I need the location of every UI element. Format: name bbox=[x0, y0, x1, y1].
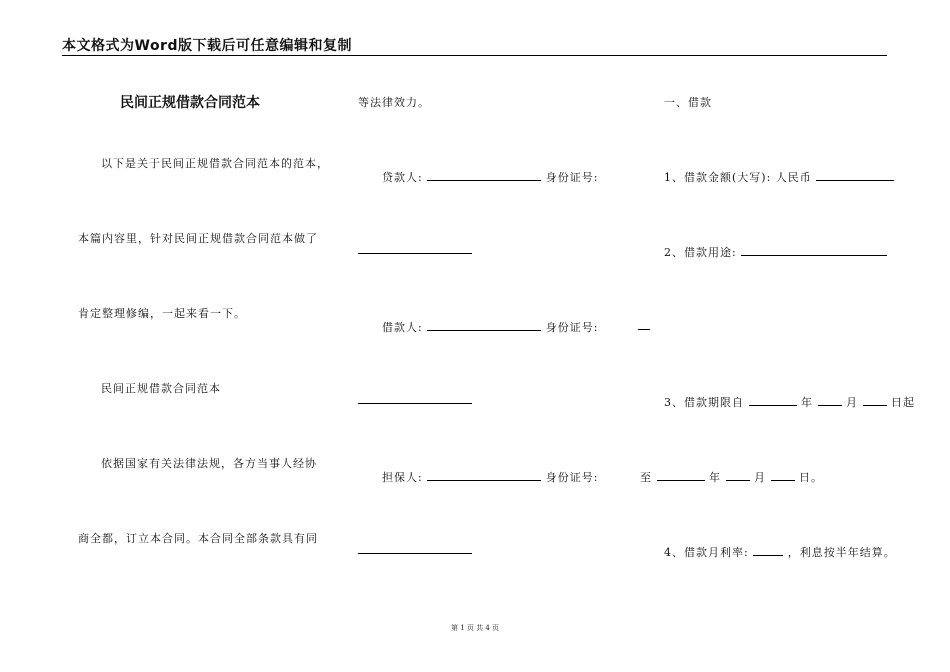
interest-rate-field[interactable] bbox=[753, 544, 783, 556]
document-header-title: 本文格式为Word版下载后可任意编辑和复制 bbox=[62, 38, 352, 54]
loan-purpose-field[interactable] bbox=[741, 244, 887, 256]
loan-purpose-row bbox=[664, 244, 887, 260]
loan-term-label: 3、借款期限自 bbox=[664, 396, 744, 409]
guarantor-id-label: 身份证号: bbox=[545, 471, 599, 484]
end-day-field[interactable] bbox=[771, 469, 795, 481]
guarantor-id-field[interactable] bbox=[358, 553, 472, 554]
loan-purpose-label: 2、借款用途: bbox=[664, 246, 737, 259]
interest-rate-row bbox=[664, 544, 896, 560]
end-year-field[interactable] bbox=[657, 469, 705, 481]
loan-purpose-continuation-field[interactable] bbox=[638, 329, 650, 330]
loan-amount-label: 1、借款金额(大写): 人民币 bbox=[664, 171, 812, 184]
start-year-unit: 年 bbox=[801, 396, 813, 409]
borrower-id-label: 身份证号: bbox=[545, 321, 599, 334]
start-year-field[interactable] bbox=[749, 394, 797, 406]
start-day-unit: 日起 bbox=[891, 396, 915, 409]
end-month-unit: 月 bbox=[754, 471, 766, 484]
paragraph-intro-line3: 肯定整理修编，一起来看一下。 bbox=[78, 307, 246, 320]
loan-amount-row bbox=[664, 169, 894, 185]
borrower-name-field[interactable] bbox=[427, 319, 541, 331]
page-number: 第 1 页 共 4 页 bbox=[450, 624, 500, 632]
start-month-unit: 月 bbox=[846, 396, 858, 409]
end-month-field[interactable] bbox=[726, 469, 750, 481]
start-month-field[interactable] bbox=[818, 394, 842, 406]
start-day-field[interactable] bbox=[863, 394, 887, 406]
header-divider bbox=[62, 55, 887, 56]
guarantor-name-field[interactable] bbox=[427, 469, 541, 481]
borrower-id-field[interactable] bbox=[358, 403, 472, 404]
lender-label: 贷款人: bbox=[382, 171, 423, 184]
paragraph-intro-line1: 以下是关于民间正规借款合同范本的范本， bbox=[101, 157, 329, 170]
section-heading-loan: 一、借款 bbox=[664, 96, 712, 109]
lender-row bbox=[382, 169, 598, 185]
lender-name-field[interactable] bbox=[427, 169, 541, 181]
paragraph-basis-line1: 依据国家有关法律法规，各方当事人经协 bbox=[101, 457, 317, 470]
lender-id-field[interactable] bbox=[358, 253, 472, 254]
end-day-unit: 日。 bbox=[799, 471, 823, 484]
borrower-row bbox=[382, 319, 598, 335]
loan-term-end-row bbox=[640, 469, 823, 485]
paragraph-basis-line2: 商全都，订立本合同。本合同全部条款具有同 bbox=[78, 532, 318, 545]
loan-term-start-row bbox=[664, 394, 915, 410]
interest-settlement-text: ，利息按半年结算。 bbox=[787, 546, 896, 559]
lender-id-label: 身份证号: bbox=[545, 171, 599, 184]
paragraph-legal-effect: 等法律效力。 bbox=[358, 96, 430, 109]
interest-rate-label: 4、借款月利率: bbox=[664, 546, 749, 559]
end-year-unit: 年 bbox=[709, 471, 721, 484]
section-heading-contract: 民间正规借款合同范本 bbox=[101, 382, 221, 395]
loan-amount-field[interactable] bbox=[816, 169, 894, 181]
guarantor-label: 担保人: bbox=[382, 471, 423, 484]
guarantor-row bbox=[382, 469, 598, 485]
term-to-label: 至 bbox=[640, 471, 652, 484]
document-title: 民间正规借款合同范本 bbox=[120, 95, 260, 111]
borrower-label: 借款人: bbox=[382, 321, 423, 334]
paragraph-intro-line2: 本篇内容里，针对民间正规借款合同范本做了 bbox=[78, 232, 318, 245]
